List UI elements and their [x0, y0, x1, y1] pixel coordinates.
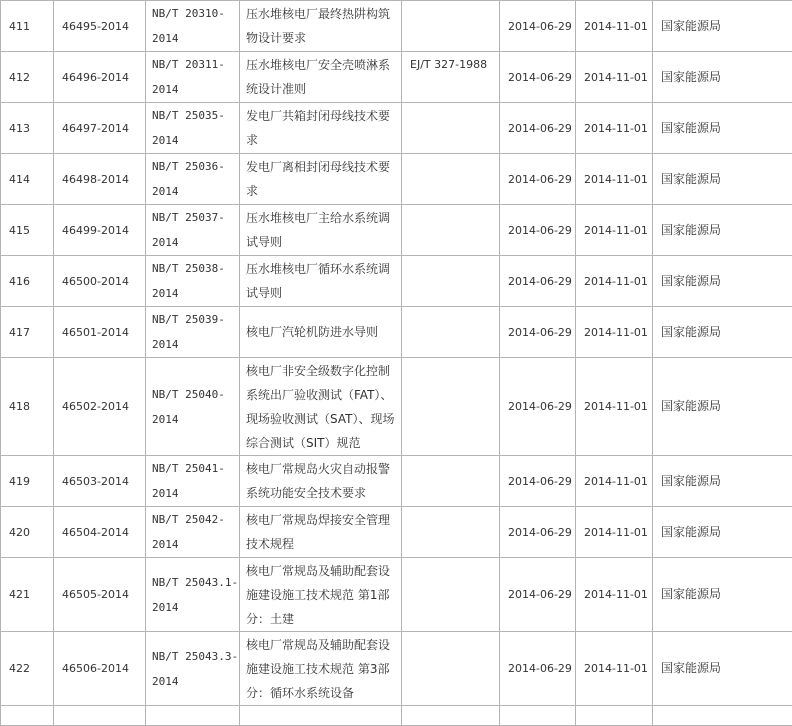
plan-number-cell: 46501-2014	[54, 307, 146, 358]
seq-cell: 411	[1, 1, 54, 52]
standard-code-cell	[146, 1, 240, 52]
standard-code-cell	[146, 52, 240, 103]
standard-name-cell: 压水堆核电厂主给水系统调试导则	[240, 205, 402, 256]
publish-date-cell: 2014-06-29	[500, 52, 576, 103]
implement-date-cell: 2014-11-01	[576, 632, 653, 706]
table-row	[1, 256, 792, 307]
plan-number-cell	[54, 706, 146, 726]
seq-cell: 420	[1, 507, 54, 558]
standard-code-text: NB/T 25036- 2014	[152, 154, 239, 204]
table-row	[1, 154, 792, 205]
standard-code-text: NB/T 25038- 2014	[152, 256, 239, 306]
seq-cell: 415	[1, 205, 54, 256]
replaced-standard-cell	[402, 205, 500, 256]
standard-name-cell: 核电厂非安全级数字化控制系统出厂验收测试（FAT）、现场验收测试（SAT）、现场综合测试（SIT）规范	[240, 358, 402, 456]
publish-date-cell: 2014-06-29	[500, 632, 576, 706]
implement-date-cell: 2014-11-01	[576, 507, 653, 558]
standard-name-cell	[240, 706, 402, 726]
implement-date-cell: 2014-11-01	[576, 256, 653, 307]
publish-date-cell: 2014-06-29	[500, 558, 576, 632]
plan-number-cell: 46499-2014	[54, 205, 146, 256]
standard-name-cell: 核电厂常规岛及辅助配套设施建设施工技术规范 第3部分：循环水系统设备	[240, 632, 402, 706]
table-row	[1, 632, 792, 706]
issuing-dept-cell: 国家能源局	[653, 558, 792, 632]
plan-number-cell: 46500-2014	[54, 256, 146, 307]
plan-number-cell: 46503-2014	[54, 456, 146, 507]
standard-code-cell	[146, 456, 240, 507]
replaced-standard-cell	[402, 358, 500, 456]
standard-name-cell: 核电厂汽轮机防进水导则	[240, 307, 402, 358]
implement-date-cell: 2014-11-01	[576, 558, 653, 632]
standard-name-cell: 发电厂共箱封闭母线技术要求	[240, 103, 402, 154]
plan-number-cell: 46498-2014	[54, 154, 146, 205]
implement-date-cell: 2014-11-01	[576, 52, 653, 103]
table-row	[1, 456, 792, 507]
issuing-dept-cell: 国家能源局	[653, 256, 792, 307]
table-row	[1, 1, 792, 52]
implement-date-cell: 2014-11-01	[576, 103, 653, 154]
standard-code-text: NB/T 25043.3- 2014	[152, 644, 239, 694]
seq-cell: 419	[1, 456, 54, 507]
standard-code-text: NB/T 20310- 2014	[152, 1, 239, 51]
standard-code-cell	[146, 103, 240, 154]
replaced-standard-cell	[402, 307, 500, 358]
replaced-standard-cell	[402, 103, 500, 154]
table-row	[1, 205, 792, 256]
table-body	[1, 1, 792, 726]
replaced-standard-cell: EJ/T 327-1988	[402, 52, 500, 103]
table-row	[1, 103, 792, 154]
standard-code-text: NB/T 25039- 2014	[152, 307, 239, 357]
implement-date-cell: 2014-11-01	[576, 307, 653, 358]
standard-name-cell: 压水堆核电厂最终热阱构筑物设计要求	[240, 1, 402, 52]
implement-date-cell: 2014-11-01	[576, 154, 653, 205]
publish-date-cell: 2014-06-29	[500, 154, 576, 205]
replaced-standard-cell	[402, 1, 500, 52]
replaced-standard-cell	[402, 456, 500, 507]
implement-date-cell: 2014-11-01	[576, 456, 653, 507]
standard-code-cell	[146, 507, 240, 558]
implement-date-cell	[576, 706, 653, 726]
replaced-standard-cell	[402, 154, 500, 205]
standard-code-cell	[146, 154, 240, 205]
seq-cell: 413	[1, 103, 54, 154]
seq-cell	[1, 706, 54, 726]
plan-number-cell: 46497-2014	[54, 103, 146, 154]
implement-date-cell: 2014-11-01	[576, 205, 653, 256]
publish-date-cell: 2014-06-29	[500, 456, 576, 507]
replaced-standard-cell	[402, 558, 500, 632]
standard-name-cell: 压水堆核电厂循环水系统调试导则	[240, 256, 402, 307]
issuing-dept-cell: 国家能源局	[653, 154, 792, 205]
replaced-standard-cell	[402, 632, 500, 706]
standard-code-text: NB/T 25041- 2014	[152, 456, 239, 506]
standard-code-cell	[146, 256, 240, 307]
publish-date-cell: 2014-06-29	[500, 103, 576, 154]
table-row	[1, 358, 792, 456]
issuing-dept-cell: 国家能源局	[653, 205, 792, 256]
issuing-dept-cell	[653, 706, 792, 726]
standard-code-cell	[146, 205, 240, 256]
publish-date-cell	[500, 706, 576, 726]
standard-name-cell: 压水堆核电厂安全壳喷淋系统设计准则	[240, 52, 402, 103]
seq-cell: 414	[1, 154, 54, 205]
table-row	[1, 307, 792, 358]
plan-number-cell: 46504-2014	[54, 507, 146, 558]
plan-number-cell: 46505-2014	[54, 558, 146, 632]
standard-code-text: NB/T 25043.1- 2014	[152, 570, 239, 620]
standard-code-cell	[146, 307, 240, 358]
table-row	[1, 558, 792, 632]
seq-cell: 416	[1, 256, 54, 307]
issuing-dept-cell: 国家能源局	[653, 307, 792, 358]
publish-date-cell: 2014-06-29	[500, 1, 576, 52]
seq-cell: 412	[1, 52, 54, 103]
table-row	[1, 706, 792, 726]
replaced-standard-cell	[402, 256, 500, 307]
seq-cell: 422	[1, 632, 54, 706]
standard-code-cell	[146, 706, 240, 726]
replaced-standard-cell	[402, 706, 500, 726]
standard-name-cell: 核电厂常规岛及辅助配套设施建设施工技术规范 第1部分：土建	[240, 558, 402, 632]
issuing-dept-cell: 国家能源局	[653, 358, 792, 456]
standard-code-cell	[146, 558, 240, 632]
standard-name-cell: 核电厂常规岛焊接安全管理技术规程	[240, 507, 402, 558]
implement-date-cell: 2014-11-01	[576, 358, 653, 456]
plan-number-cell: 46506-2014	[54, 632, 146, 706]
table-row	[1, 507, 792, 558]
standard-code-text: NB/T 20311- 2014	[152, 52, 239, 102]
issuing-dept-cell: 国家能源局	[653, 632, 792, 706]
standard-code-text: NB/T 25037- 2014	[152, 205, 239, 255]
publish-date-cell: 2014-06-29	[500, 256, 576, 307]
standard-code-cell	[146, 358, 240, 456]
seq-cell: 421	[1, 558, 54, 632]
seq-cell: 417	[1, 307, 54, 358]
plan-number-cell: 46495-2014	[54, 1, 146, 52]
publish-date-cell: 2014-06-29	[500, 507, 576, 558]
issuing-dept-cell: 国家能源局	[653, 103, 792, 154]
standard-code-cell	[146, 632, 240, 706]
publish-date-cell: 2014-06-29	[500, 307, 576, 358]
standard-code-text: NB/T 25035- 2014	[152, 103, 239, 153]
standard-name-cell: 发电厂离相封闭母线技术要求	[240, 154, 402, 205]
replaced-standard-cell	[402, 507, 500, 558]
issuing-dept-cell: 国家能源局	[653, 1, 792, 52]
issuing-dept-cell: 国家能源局	[653, 507, 792, 558]
standard-name-cell: 核电厂常规岛火灾自动报警系统功能安全技术要求	[240, 456, 402, 507]
plan-number-cell: 46496-2014	[54, 52, 146, 103]
standard-code-text: NB/T 25042- 2014	[152, 507, 239, 557]
seq-cell: 418	[1, 358, 54, 456]
implement-date-cell: 2014-11-01	[576, 1, 653, 52]
standard-code-text: NB/T 25040- 2014	[152, 382, 239, 432]
publish-date-cell: 2014-06-29	[500, 205, 576, 256]
plan-number-cell: 46502-2014	[54, 358, 146, 456]
issuing-dept-cell: 国家能源局	[653, 52, 792, 103]
table-row	[1, 52, 792, 103]
issuing-dept-cell: 国家能源局	[653, 456, 792, 507]
publish-date-cell: 2014-06-29	[500, 358, 576, 456]
